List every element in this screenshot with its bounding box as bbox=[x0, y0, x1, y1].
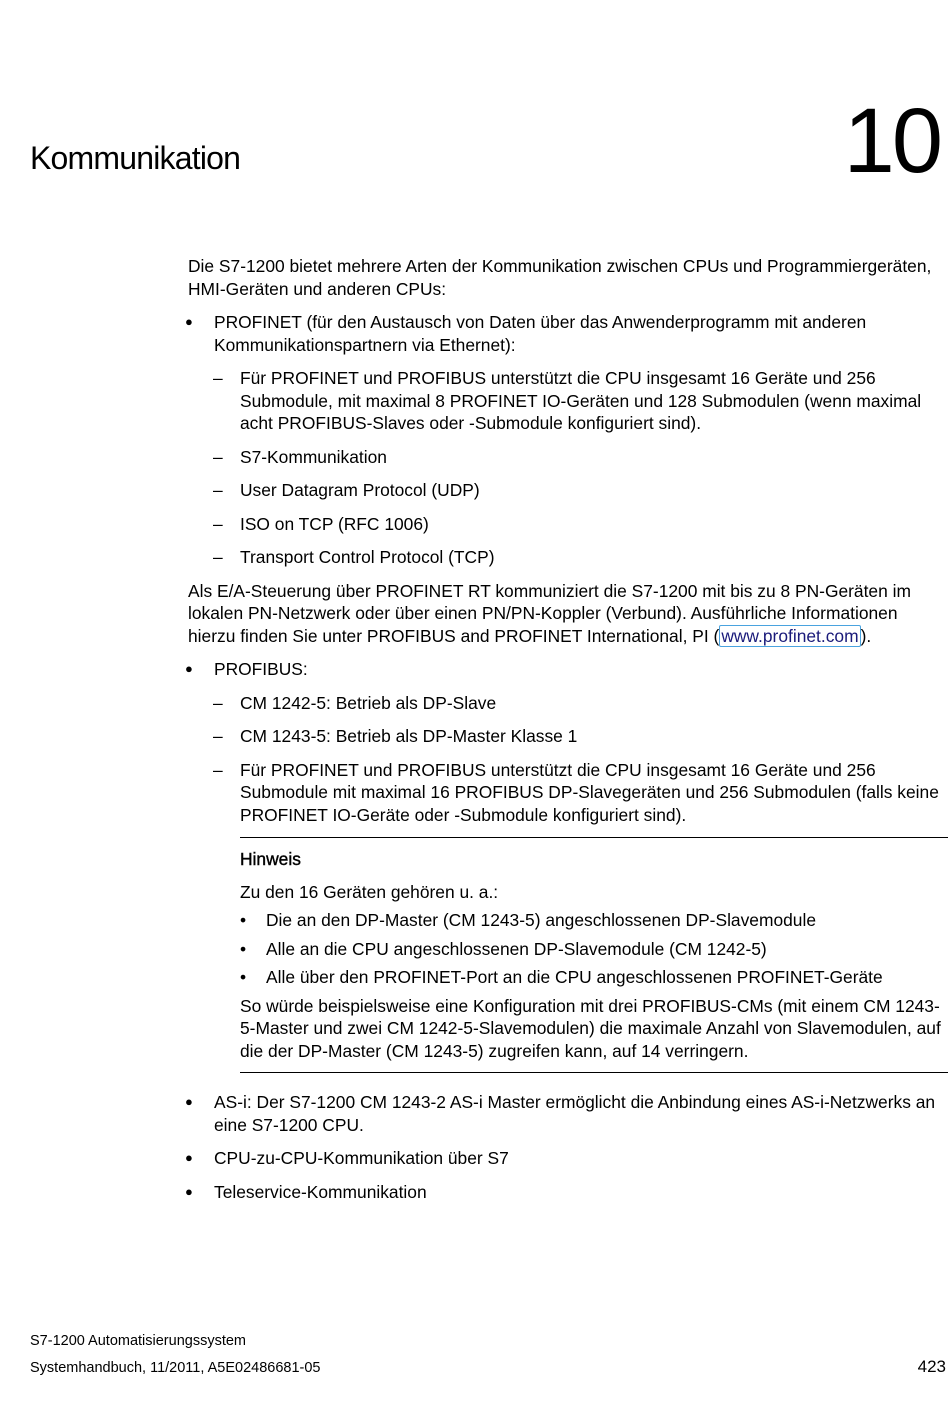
list-item: – ISO on TCP (RFC 1006) bbox=[188, 513, 948, 536]
footer-product: S7-1200 Automatisierungssystem bbox=[30, 1333, 246, 1349]
bullet-profibus: ● PROFIBUS: bbox=[188, 658, 948, 681]
profinet-link[interactable]: www.profinet.com bbox=[721, 625, 859, 646]
list-item: – Für PROFINET und PROFIBUS unterstützt die CPU insgesamt 16 Geräte und 256 Submodule mit maximal 16 PROFIBUS DP-Slavegeräten und 256 Submodulen (falls keine PROFINET IO-Geräte oder -Submodule konfiguriert sind). bbox=[188, 759, 948, 827]
list-item: – CM 1243-5: Betrieb als DP-Master Klasse 1 bbox=[188, 725, 948, 748]
note-list-item: • Die an den DP-Master (CM 1243-5) angeschlossenen DP-Slavemodule bbox=[240, 909, 948, 932]
list-item: – Transport Control Protocol (TCP) bbox=[188, 546, 948, 569]
bullet-profinet: ● PROFINET (für den Austausch von Daten über das Anwenderprogramm mit anderen Kommunikationspartnern via Ethernet): bbox=[188, 311, 948, 356]
profinet-io-text-end: ). bbox=[860, 625, 872, 646]
list-item: – Für PROFINET und PROFIBUS unterstützt die CPU insgesamt 16 Geräte und 256 Submodule, mit maximal 8 PROFINET IO-Geräten und 128 Submodulen (wenn maximal acht PROFIBUS-Slaves oder -Submodule konfiguriert sind). bbox=[188, 367, 948, 435]
profinet-sublist bbox=[188, 367, 948, 569]
note-list-item: • Alle an die CPU angeschlossenen DP-Slavemodule (CM 1242-5) bbox=[240, 938, 948, 961]
main-content bbox=[188, 255, 948, 1214]
profinet-io-text: Als E/A-Steuerung über PROFINET RT kommuniziert die S7-1200 mit bis zu 8 PN-Geräten im lokalen PN-Netzwerk oder über einen PN/PN-Koppler (Verbund). Ausführliche Informationen hierzu finden Sie unter PROFIBUS and PROFINET International, PI ( bbox=[188, 580, 911, 646]
intro-paragraph: Die S7-1200 bietet mehrere Arten der Kommunikation zwischen CPUs und Programmiergeräten, HMI-Geräten und anderen CPUs: bbox=[188, 256, 932, 299]
bullet-teleservice: ● Teleservice-Kommunikation bbox=[188, 1181, 948, 1204]
page-number: 423 bbox=[917, 1357, 946, 1376]
note-intro: Zu den 16 Geräten gehören u. a.: bbox=[240, 881, 499, 902]
note-text: So würde beispielsweise eine Konfiguration mit drei PROFIBUS-CMs (mit einem CM 1243-5-Master und zwei CM 1242-5-Slavemodulen) die maximale Anzahl von Slavemodulen, auf die der DP-Master (CM 1243-5) zugreifen kann, auf 14 verringern. bbox=[240, 995, 941, 1061]
chapter-title: Kommunikation bbox=[30, 140, 241, 176]
note-box bbox=[240, 837, 948, 1073]
list-item: – User Datagram Protocol (UDP) bbox=[188, 479, 948, 502]
bullet-cpu-to-cpu: ● CPU-zu-CPU-Kommunikation über S7 bbox=[188, 1147, 948, 1170]
profinet-io-paragraph bbox=[188, 580, 948, 648]
list-item: – S7-Kommunikation bbox=[188, 446, 948, 469]
chapter-number: 10 bbox=[843, 90, 940, 192]
footer-manual: Systemhandbuch, 11/2011, A5E02486681-05 bbox=[30, 1360, 321, 1376]
profibus-sublist bbox=[188, 692, 948, 827]
note-title: Hinweis bbox=[240, 849, 301, 869]
list-item: – CM 1242-5: Betrieb als DP-Slave bbox=[188, 692, 948, 715]
note-list-item: • Alle über den PROFINET-Port an die CPU angeschlossenen PROFINET-Geräte bbox=[240, 966, 948, 989]
bullet-asi: ● AS-i: Der S7-1200 CM 1243-2 AS-i Master ermöglicht die Anbindung eines AS-i-Netzwerks an eine S7-1200 CPU. bbox=[188, 1091, 948, 1136]
